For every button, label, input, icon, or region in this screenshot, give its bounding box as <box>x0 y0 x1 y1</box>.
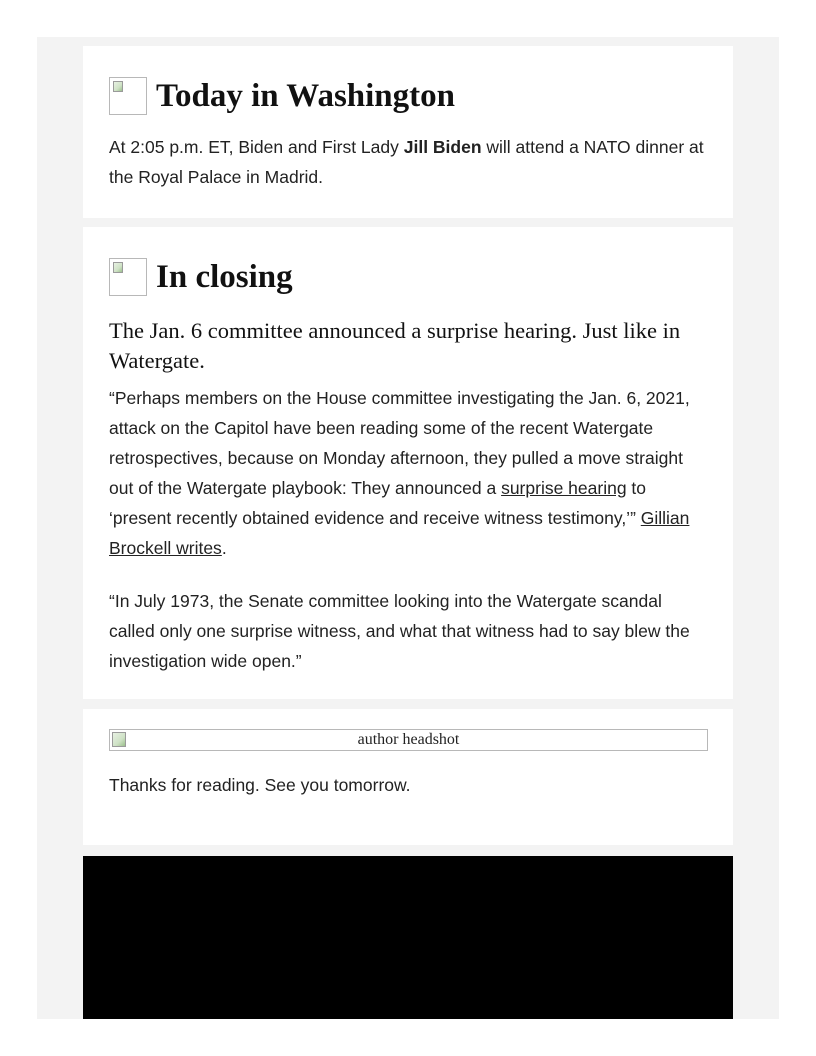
article-subhead: The Jan. 6 committee announced a surprise hearing. Just like in Watergate. <box>109 318 681 373</box>
section-icon <box>109 258 147 296</box>
section-icon <box>109 77 147 115</box>
section-title: In closing <box>156 259 293 295</box>
gillian-brockell-link[interactable]: Gillian Brockell writes <box>109 508 690 558</box>
footer-banner <box>83 856 733 1019</box>
newsletter-container <box>37 37 779 1019</box>
schedule-text: At 2:05 p.m. ET, Biden and First Lady Jill Biden will attend a NATO dinner at the Royal Palace in Madrid. <box>109 137 704 187</box>
section-heading <box>109 227 707 297</box>
section-title: Today in Washington <box>156 78 455 114</box>
signoff-text: Thanks for reading. See you tomorrow. <box>109 775 411 795</box>
in-closing-section <box>83 227 733 699</box>
section-heading <box>109 46 707 116</box>
quote-paragraph-1: “Perhaps members on the House committee investigating the Jan. 6, 2021, attack on the Capitol have been reading some of the recent Watergate retrospectives, because on Monday afternoon, they pulled a move straight out of the Watergate playbook: They announced a surprise hearing to ‘present recently obtained evidence and receive witness testimony,’” Gillian Brockell writes. <box>109 388 690 558</box>
surprise-hearing-link[interactable]: surprise hearing <box>501 478 627 498</box>
quote-paragraph-2: “In July 1973, the Senate committee looking into the Watergate scandal called only one surprise witness, and what that witness had to say blew the investigation wide open.” <box>109 591 690 671</box>
signoff-section <box>83 709 733 845</box>
author-headshot: author headshot <box>109 729 708 751</box>
today-in-washington-section <box>83 46 733 218</box>
bold-name: Jill Biden <box>403 137 482 157</box>
